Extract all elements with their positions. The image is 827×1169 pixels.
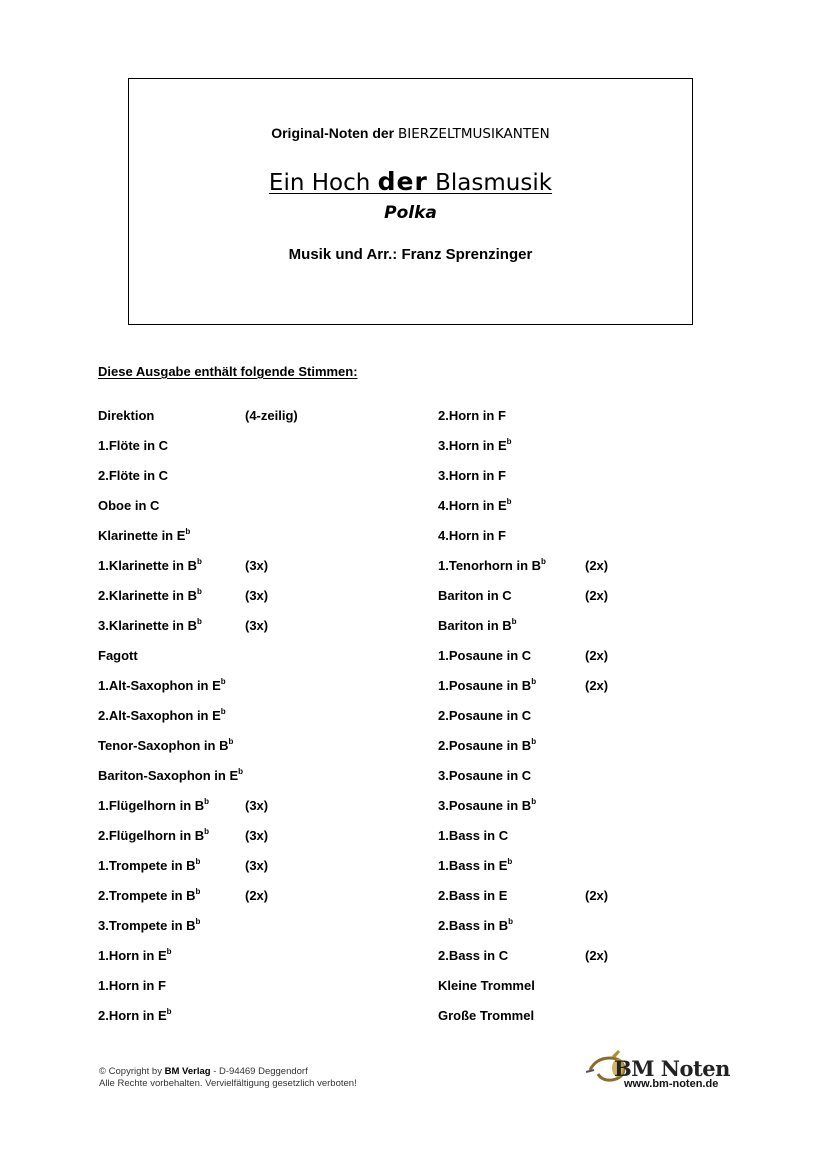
part-name [98,797,209,815]
part-name-text: 2.Horn in E [98,1008,167,1023]
part-count: (2x) [585,588,609,603]
part-count: (2x) [585,888,609,903]
part-name-text: 2.Posaune in C [438,708,532,723]
flat-sign: b [166,947,172,956]
part-name [98,647,138,665]
flat-sign: b [541,557,546,566]
part-name [98,887,200,905]
flat-sign: b [506,437,512,446]
copyright-notice [99,1066,357,1090]
series-line [129,125,692,142]
part-count: (2x) [245,888,269,903]
publisher-address: - D-94469 Deggendorf [210,1066,308,1077]
flat-sign: b [238,767,244,776]
part-name-text: 3.Posaune in C [438,768,532,783]
part-name [98,407,154,425]
part-name [438,647,531,665]
part-name [438,497,512,515]
part-name-text: 1.Posaune in B [438,678,532,693]
title-box [128,78,693,325]
part-name [438,767,531,785]
flat-sign: b [195,917,201,926]
part-name [438,917,513,935]
flat-sign: b [220,677,226,686]
part-name [438,557,546,575]
part-name [98,977,166,995]
flat-sign: b [531,737,537,746]
part-name [438,827,508,845]
part-name-text: 1.Horn in E [98,948,167,963]
part-name [98,557,202,575]
part-name-text: 1.Flöte in C [98,438,169,453]
part-name [98,707,226,725]
flat-sign: b [220,707,226,716]
part-name-text: 4.Horn in F [438,528,506,543]
part-count: (3x) [245,558,269,573]
part-name-text: 1.Bass in C [438,828,509,843]
part-name-text: 3.Klarinette in B [98,618,197,633]
bm-noten-logo [584,1048,730,1092]
rights-statement: Alle Rechte vorbehalten. Vervielfältigung gesetzlich verboten! [99,1078,357,1089]
publisher-name: BM Verlag [164,1066,211,1077]
part-name [98,1007,172,1025]
main-title [129,168,692,197]
composer-credit: Musik und Arr.: Franz Sprenzinger [288,246,533,263]
contents-heading: Diese Ausgabe enthält folgende Stimmen: [98,364,358,379]
part-name-text: Große Trommel [438,1008,535,1023]
part-name [438,677,536,695]
flat-sign: b [204,827,210,836]
part-name-text: Klarinette in E [98,528,186,543]
part-name-text: 3.Horn in F [438,468,506,483]
part-count: (2x) [585,678,609,693]
part-name-text: Kleine Trommel [438,978,535,993]
title-part-1: Ein Hoch [268,170,371,196]
part-name [438,737,536,755]
subtitle: Polka [384,203,437,223]
part-name-text: 2.Bass in E [438,888,508,903]
part-count: (2x) [585,648,609,663]
part-name [98,767,243,785]
part-name-text: 1.Tenorhorn in B [438,558,542,573]
copyright-prefix: © Copyright by [99,1066,162,1077]
part-name-text: 1.Posaune in C [438,648,532,663]
part-count: (4-zeilig) [245,408,298,423]
part-count: (3x) [245,858,269,873]
part-name [98,827,209,845]
part-name-text: 2.Trompete in B [98,888,196,903]
part-count: (2x) [585,558,609,573]
part-name-text: 1.Trompete in B [98,858,196,873]
part-name [438,1007,534,1025]
part-name-text: 1.Alt-Saxophon in E [98,678,221,693]
part-count: (2x) [585,948,609,963]
logo-text: BM Noten [614,1056,730,1081]
flat-sign: b [508,917,513,926]
part-name-text: 2.Flöte in C [98,468,169,483]
part-name-text: 1.Horn in F [98,978,166,993]
part-name [438,797,536,815]
part-name-text: 2.Bass in B [438,918,509,933]
part-name [98,737,233,755]
flat-sign: b [511,617,517,626]
part-name [98,587,202,605]
part-name-text: Bariton in B [438,618,512,633]
part-name [438,617,517,635]
part-name-text: 2.Alt-Saxophon in E [98,708,221,723]
flat-sign: b [507,857,513,866]
flat-sign: b [195,857,201,866]
part-name-text: 2.Horn in F [438,408,506,423]
flat-sign: b [531,797,537,806]
part-name [438,467,506,485]
part-name-text: 2.Posaune in B [438,738,532,753]
part-name [98,467,168,485]
flat-sign: b [506,497,512,506]
part-name-text: Bariton in C [438,588,512,603]
flat-sign: b [204,797,210,806]
flat-sign: b [196,557,202,566]
flat-sign: b [166,1007,172,1016]
part-name [438,947,508,965]
part-name [98,917,200,935]
part-name-text: Direktion [98,408,155,423]
logo-url: www.bm-noten.de [624,1078,719,1090]
flat-sign: b [195,887,201,896]
part-name [438,857,512,875]
part-name-text: 3.Posaune in B [438,798,532,813]
part-name [438,407,506,425]
flat-sign: b [185,527,191,536]
part-name-text: Tenor-Saxophon in B [98,738,229,753]
part-name [98,677,226,695]
part-name [438,437,512,455]
part-name [438,977,535,995]
part-count: (3x) [245,588,269,603]
part-name [438,527,506,545]
part-name [438,707,531,725]
part-name-text: Oboe in C [98,498,160,513]
part-name-text: 2.Bass in C [438,948,509,963]
part-name [438,587,512,605]
part-name-text: 2.Klarinette in B [98,588,197,603]
part-name-text: 1.Bass in E [438,858,508,873]
part-name [98,437,168,455]
part-count: (3x) [245,618,269,633]
part-name-text: 4.Horn in E [438,498,507,513]
series-brand: BIERZELTMUSIKANTEN [398,126,550,142]
part-name-text: 3.Horn in E [438,438,507,453]
part-count: (3x) [245,828,269,843]
part-name-text: 2.Flügelhorn in B [98,828,205,843]
flat-sign: b [196,617,202,626]
part-count: (3x) [245,798,269,813]
part-name-text: 1.Flügelhorn in B [98,798,205,813]
part-name-text: Bariton-Saxophon in E [98,768,239,783]
title-part-2: der [377,167,428,196]
part-name [98,497,159,515]
flat-sign: b [531,677,537,686]
part-name [98,857,200,875]
part-name [438,887,507,905]
series-label: Original-Noten der [271,125,395,141]
part-name-text: Fagott [98,648,138,663]
part-name-text: 1.Klarinette in B [98,558,197,573]
part-name [98,947,172,965]
flat-sign: b [196,587,202,596]
title-part-3: Blasmusik [435,170,553,196]
part-name-text: 3.Trompete in B [98,918,196,933]
flat-sign: b [228,737,234,746]
part-name [98,527,190,545]
part-name [98,617,202,635]
